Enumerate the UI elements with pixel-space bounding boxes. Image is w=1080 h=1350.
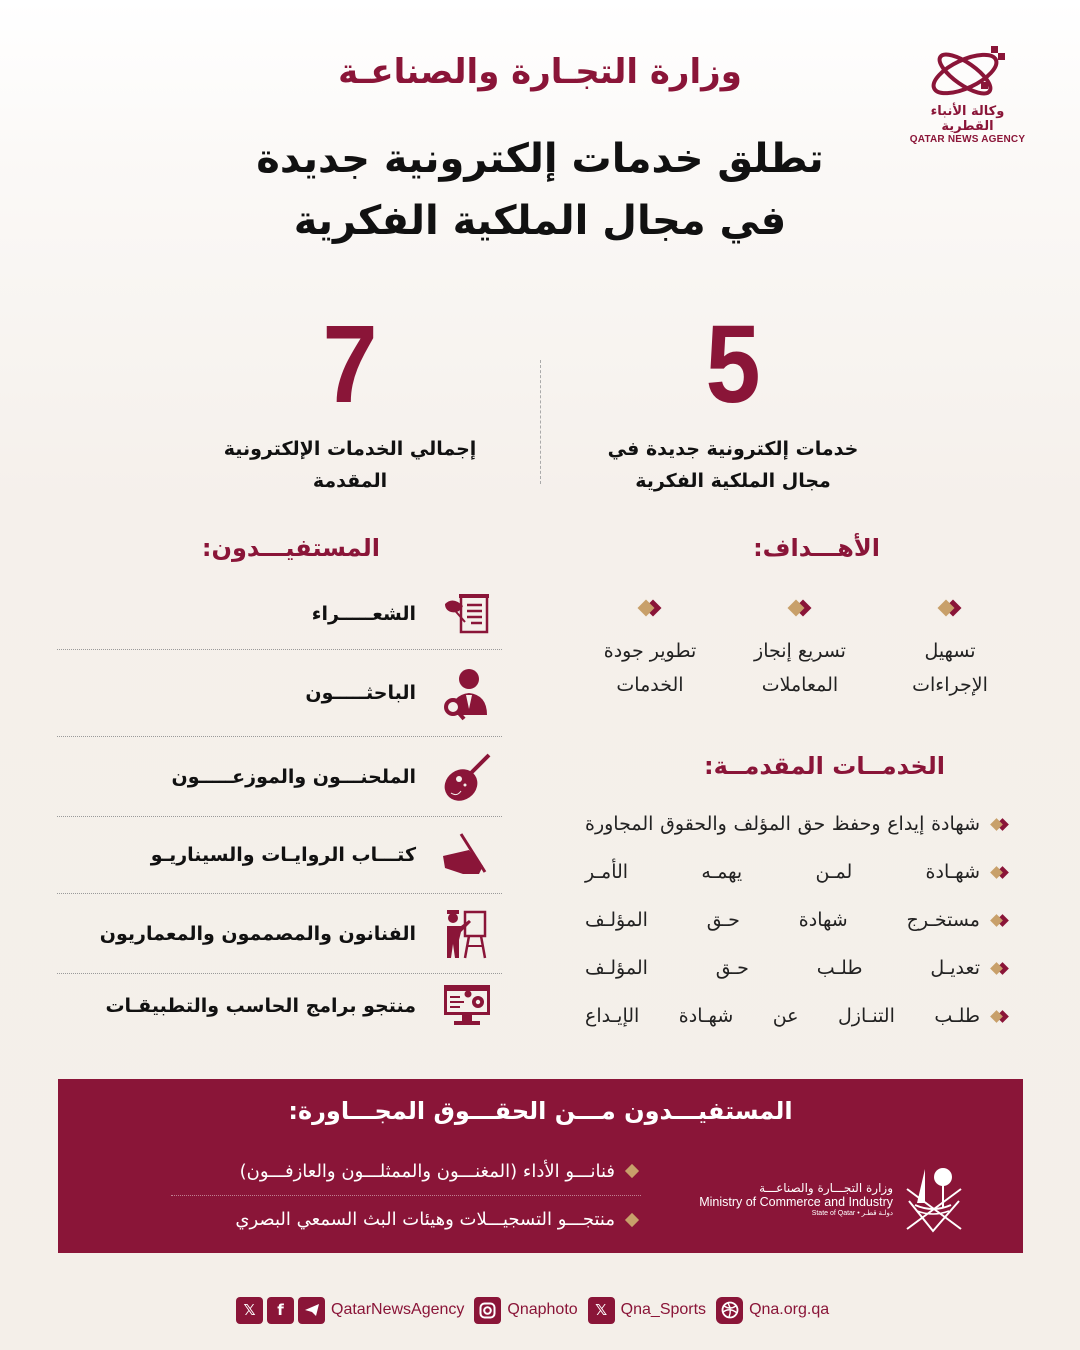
telegram-icon[interactable] (298, 1297, 325, 1324)
banner-item (171, 1195, 641, 1243)
service-item (570, 992, 1020, 1040)
title-line-2: في مجال الملكية الفكرية (293, 198, 787, 244)
instagram-icon[interactable] (474, 1297, 501, 1324)
beneficiaries-heading: المستفيـــدون: (201, 534, 380, 562)
stat-label-line: إجمالي الخدمات الإلكترونية (223, 438, 477, 460)
qna-name-ar: وكالة الأنباء القطرية (930, 104, 1005, 134)
diamond-bullet-icon (990, 866, 1010, 878)
banner-item-text: منتجـــو التسجيـــلات وهيئات البث السمعي البصري (235, 1209, 615, 1230)
stat-label-line: مجال الملكية الفكرية (635, 470, 831, 492)
facebook-icon[interactable]: f (267, 1297, 294, 1324)
beneficiary-label: الباحثـــــون (305, 682, 416, 704)
stat-total-services (185, 305, 515, 497)
beneficiary-item (57, 578, 502, 650)
handle-sports[interactable]: Qna_Sports (620, 1301, 707, 1318)
diamond-bullet-icon (787, 600, 813, 616)
diamond-bullet-icon (990, 1010, 1010, 1022)
diamond-bullet-icon (990, 914, 1010, 926)
ministry-title: وزارة التجـارة والصناعـة (338, 52, 742, 92)
beneficiary-label: الفنانون والمصممون والمعماريون (99, 922, 416, 945)
stat-label (568, 433, 898, 497)
diamond-bullet-icon (637, 600, 663, 616)
goal-item (875, 596, 1025, 702)
social-footer (236, 1295, 835, 1325)
stat-label-line: المقدمة (312, 470, 388, 492)
stat-number: 7 (322, 303, 378, 426)
banner-item (171, 1147, 641, 1195)
goals-heading: الأهـــداف: (753, 534, 880, 562)
service-item (570, 944, 1020, 992)
stat-label-line: خدمات إلكترونية جديدة في (607, 438, 859, 460)
beneficiary-item (57, 974, 502, 1038)
globe-icon[interactable] (716, 1297, 743, 1324)
stats-divider (540, 360, 541, 484)
moci-name-ar: وزارة التجـــارة والصناعـــة (759, 1181, 893, 1195)
moci-state: State of Qatar • دولـة قطـر (811, 1210, 893, 1217)
beneficiary-item (57, 894, 502, 974)
moci-logo (690, 1159, 965, 1239)
page-title (0, 128, 1080, 252)
beneficiary-item (57, 737, 502, 817)
service-item (570, 800, 1020, 848)
services-heading: الخدمــات المقدمــة: (703, 752, 945, 780)
service-item (570, 896, 1020, 944)
stat-label (185, 433, 515, 497)
diamond-bullet-icon (990, 962, 1010, 974)
goal-text: تطوير جودة الخدمات (603, 640, 697, 696)
beneficiary-label: كتـــاب الروايـات والسيناريـو (150, 844, 416, 866)
beneficiaries-list (57, 578, 502, 1038)
handle-photo[interactable]: Qnaphoto (507, 1301, 578, 1318)
goal-text: تسهيل الإجراءات (912, 640, 988, 696)
stat-number: 5 (705, 303, 761, 426)
neighboring-rights-banner (58, 1079, 1023, 1253)
service-text: طلـب التنـازل عن شهـادة الإيـداع (585, 1005, 980, 1027)
banner-title: المستفيـــدون مـــن الحقـــوق المجـــاورة: (288, 1097, 793, 1125)
goal-text: تسريع إنجاز المعاملات (754, 640, 846, 696)
moci-name-en: Ministry of Commerce and Industry (699, 1195, 893, 1209)
writing-hand-icon (432, 828, 502, 882)
banner-list (171, 1147, 641, 1243)
x-icon[interactable]: 𝕏 (588, 1297, 615, 1324)
banner-item-text: فنانـــو الأداء (المغنـــون والممثلـــون والعازفـــون) (239, 1160, 615, 1182)
beneficiary-item (57, 650, 502, 737)
handle-main[interactable]: QatarNewsAgency (331, 1301, 465, 1318)
x-icon[interactable]: 𝕏 (236, 1297, 263, 1324)
beneficiary-label: الملحنـــون والموزعـــــون (171, 765, 416, 788)
diamond-bullet-icon (625, 1212, 639, 1226)
goals-list (575, 596, 1025, 702)
painter-icon (432, 907, 502, 961)
beneficiary-label: الشعـــــراء (311, 602, 416, 625)
title-line-1: تطلق خدمات إلكترونية جديدة (256, 136, 824, 182)
service-text: تعديـل طلـب حـق المؤلـف (585, 957, 980, 979)
qatar-emblem-icon (903, 1161, 965, 1237)
services-list (570, 800, 1020, 1040)
service-item (570, 848, 1020, 896)
scroll-quill-icon (432, 587, 502, 641)
oud-icon (432, 750, 502, 804)
diamond-bullet-icon (625, 1164, 639, 1178)
service-text: شهادة إيداع وحفظ حق المؤلف والحقوق المجاورة (585, 813, 980, 835)
diamond-bullet-icon (990, 818, 1010, 830)
goal-item (725, 596, 875, 702)
diamond-bullet-icon (937, 600, 963, 616)
goal-item (575, 596, 725, 702)
stat-new-services (568, 305, 898, 497)
service-text: مستخـرج شهادة حـق المؤلـف (585, 909, 980, 931)
service-text: شهـادة لمـن يهمـه الأمـر (585, 861, 980, 883)
beneficiary-item (57, 817, 502, 894)
researcher-icon (432, 666, 502, 720)
beneficiary-label: منتجو برامج الحاسب والتطبيقـات (105, 995, 416, 1017)
website-link[interactable]: Qna.org.qa (749, 1301, 830, 1318)
moci-text (699, 1181, 893, 1217)
computer-gear-icon (432, 979, 502, 1033)
qna-name-en: QATAR NEWS AGENCY (909, 134, 1026, 145)
